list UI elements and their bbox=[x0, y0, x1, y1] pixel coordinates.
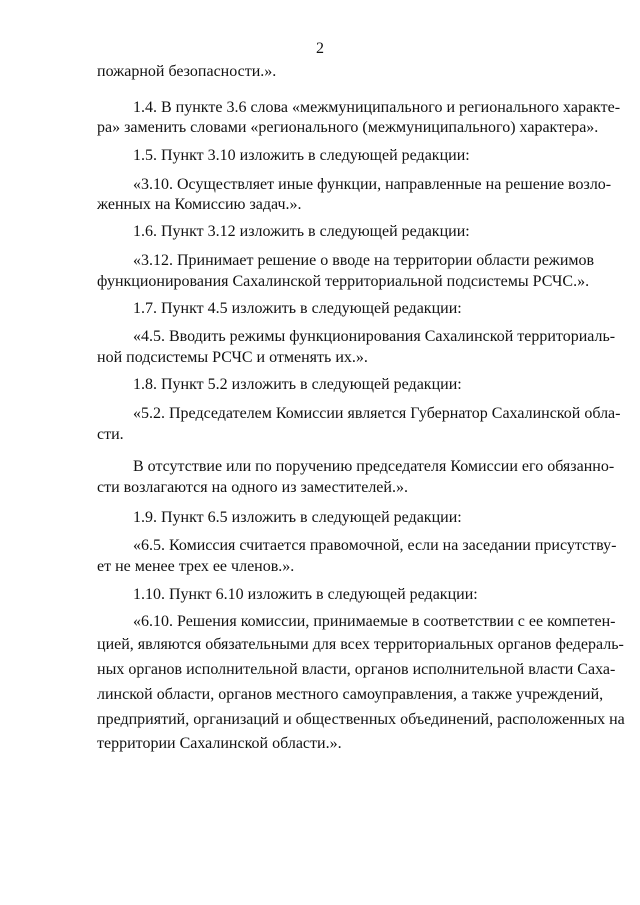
text-line: «6.10. Решения комиссии, принимаемые в соответствии с ее компетен- bbox=[133, 613, 616, 630]
text-line: «5.2. Председателем Комиссии является Губернатор Сахалинской обла- bbox=[133, 405, 621, 422]
text-line: сти возлагаются на одного из заместителей.». bbox=[97, 479, 408, 496]
text-line: цией, являются обязательными для всех территориальных органов федераль- bbox=[97, 636, 624, 653]
text-line: «3.12. Принимает решение о вводе на территории области режимов bbox=[133, 252, 595, 269]
text-line: 1.6. Пункт 3.12 изложить в следующей редакции: bbox=[133, 223, 470, 240]
text-line: ет не менее трех ее членов.». bbox=[97, 558, 295, 575]
text-line: В отсутствие или по поручению председателя Комиссии его обязанно- bbox=[133, 458, 615, 475]
text-line: сти. bbox=[97, 426, 124, 443]
text-line: территории Сахалинской области.». bbox=[97, 735, 342, 752]
text-line: «6.5. Комиссия считается правомочной, если на заседании присутству- bbox=[133, 537, 617, 554]
text-line: «4.5. Вводить режимы функционирования Сахалинской территориаль- bbox=[133, 328, 616, 345]
text-line: ной подсистемы РСЧС и отменять их.». bbox=[97, 349, 368, 366]
text-line: линской области, органов местного самоуправления, а также учреждений, bbox=[97, 686, 604, 703]
text-line: 1.5. Пункт 3.10 изложить в следующей редакции: bbox=[133, 147, 470, 164]
page-number: 2 bbox=[316, 40, 324, 57]
text-line: 1.10. Пункт 6.10 изложить в следующей редакции: bbox=[133, 586, 478, 603]
text-line: «3.10. Осуществляет иные функции, направленные на решение возло- bbox=[133, 176, 612, 193]
text-line: функционирования Сахалинской территориальной подсистемы РСЧС.». bbox=[97, 273, 590, 290]
text-line: 1.9. Пункт 6.5 изложить в следующей редакции: bbox=[133, 509, 462, 526]
text-line: 1.8. Пункт 5.2 изложить в следующей редакции: bbox=[133, 376, 462, 393]
text-line: ра» заменить словами «регионального (межмуниципального) характера». bbox=[97, 119, 599, 136]
text-line: пожарной безопасности.». bbox=[97, 63, 277, 80]
text-line: 1.7. Пункт 4.5 изложить в следующей редакции: bbox=[133, 300, 462, 317]
text-line: предприятий, организаций и общественных объединений, расположенных на bbox=[97, 711, 625, 728]
text-line: 1.4. В пункте 3.6 слова «межмуниципального и регионального характе- bbox=[133, 99, 621, 116]
text-line: ных органов исполнительной власти, органов исполнительной власти Саха- bbox=[97, 661, 616, 678]
text-line: женных на Комиссию задач.». bbox=[97, 196, 302, 213]
